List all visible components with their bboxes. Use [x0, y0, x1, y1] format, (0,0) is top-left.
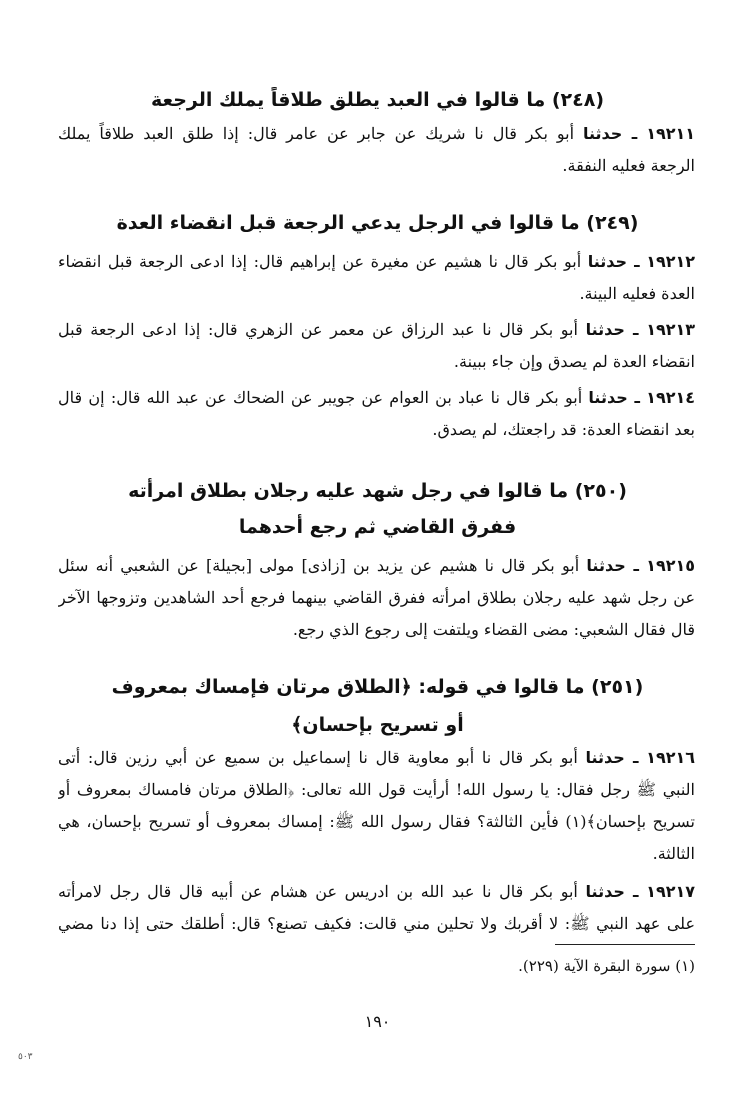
hadith-text: أبو بكر قال نا هشيم عن يزيد بن [زاذى] مولى [بجيلة] عن الشعبي أنه سئل [58, 556, 580, 575]
hadith-line: قال فقال الشعبي: مضى القضاء ويلتفت إلى رجوع الذي رجع. [292, 620, 695, 639]
hadith-line: تسريح بإحسان﴾(١) فأين الثالثة؟ فقال رسول الله ﷺ: إمساك بمعروف أو تسريح بإحسان، هي [58, 812, 695, 831]
hadith-line [58, 382, 695, 414]
hadith-number: ١٩٢١٣ [646, 320, 695, 339]
section-heading-250 [40, 478, 715, 540]
hadith-19212 [58, 246, 695, 310]
hadith-line [58, 314, 695, 346]
hadith-lead: ـ حدثنا [585, 320, 639, 339]
hadith-line: الرجعة فعليه النفقة. [562, 156, 695, 175]
hadith-line: بعد انقضاء العدة: قد راجعتك، لم يصدق. [432, 420, 695, 439]
hadith-19215 [58, 550, 695, 646]
hadith-line [58, 246, 695, 278]
section-heading-251 [40, 674, 715, 738]
hadith-text: أبو بكر قال نا عبد الله بن ادريس عن هشام عن أبيه قال قال رجل لامرأته [58, 882, 578, 901]
hadith-text: أبو بكر قال نا عباد بن العوام عن جويبر عن الضحاك عن عبد الله قال: إن قال [58, 388, 583, 407]
hadith-lead: ـ حدثنا [583, 124, 638, 143]
hadith-lead: ـ حدثنا [587, 252, 640, 271]
hadith-line [58, 876, 695, 908]
hadith-line [58, 550, 695, 582]
hadith-text: أبو بكر قال نا عبد الرزاق عن معمر عن الزهري قال: إذا ادعى الرجعة قبل [58, 320, 578, 339]
page-number: ١٩٠ [364, 1012, 391, 1031]
hadith-line: انقضاء العدة لم يصدق وإن جاء ببينة. [453, 352, 695, 371]
hadith-19216 [58, 742, 695, 870]
hadith-line: الثالثة. [652, 844, 695, 863]
heading-line: (٢٤٨) ما قالوا في العبد يطلق طلاقاً يملك الرجعة [150, 89, 605, 111]
hadith-19217 [58, 876, 695, 940]
hadith-line [58, 118, 695, 150]
hadith-lead: ـ حدثنا [585, 748, 639, 767]
heading-line: (٢٥١) ما قالوا في قوله: ﴿الطلاق مرتان فإمساك بمعروف [111, 676, 644, 698]
hadith-line: على عهد النبي ﷺ: لا أقربك ولا تحلين مني قالت: فكيف تصنع؟ قال: أطلقك حتى إذا دنا مضي [58, 914, 695, 933]
heading-line: ففرق القاضي ثم رجع أحدهما [238, 516, 517, 538]
hadith-text: أبو بكر قال نا أبو معاوية قال نا إسماعيل بن سميع عن أبي رزين قال: أتى [58, 748, 578, 767]
footnote: (١) سورة البقرة الآية (٢٢٩). [518, 957, 695, 975]
hadith-line [58, 742, 695, 774]
corner-mark: ٥٠٣ [18, 1052, 33, 1062]
hadith-number: ١٩٢١٦ [646, 748, 695, 767]
hadith-line: العدة فعليه البينة. [579, 284, 695, 303]
hadith-number: ١٩٢١٥ [646, 556, 695, 575]
hadith-number: ١٩٢١٢ [646, 252, 695, 271]
hadith-19214 [58, 382, 695, 446]
hadith-number: ١٩٢١٤ [646, 388, 695, 407]
hadith-text: أبو بكر قال نا هشيم عن مغيرة عن إبراهيم قال: إذا ادعى الرجعة قبل انقضاء [58, 252, 582, 271]
heading-line: أو تسريح بإحسان﴾ [291, 714, 464, 736]
hadith-lead: ـ حدثنا [585, 882, 639, 901]
hadith-19213 [58, 314, 695, 378]
hadith-number: ١٩٢١١ [646, 124, 695, 143]
hadith-lead: ـ حدثنا [588, 388, 640, 407]
hadith-line: النبي ﷺ رجل فقال: يا رسول الله! أرأيت قول الله تعالى: ﴿الطلاق مرتان فامساك بمعروف أو [58, 780, 695, 799]
hadith-19211 [58, 118, 695, 182]
hadith-text: أبو بكر قال نا شريك عن جابر عن عامر قال: إذا طلق العبد طلاقاً يملك [58, 124, 575, 143]
hadith-line: عن رجل شهد عليه رجلان بطلاق امرأته ففرق القاضي بينهما فرجع أحد الشاهدين وتزوجها الآخر [58, 588, 695, 607]
heading-line: (٢٥٠) ما قالوا في رجل شهد عليه رجلان بطلاق امرأته [128, 480, 627, 502]
section-heading-248 [40, 87, 715, 113]
heading-line: (٢٤٩) ما قالوا في الرجل يدعي الرجعة قبل انقضاء العدة [116, 212, 639, 234]
section-heading-249 [40, 210, 715, 236]
hadith-number: ١٩٢١٧ [646, 882, 695, 901]
hadith-lead: ـ حدثنا [586, 556, 639, 575]
footnote-divider [555, 944, 695, 945]
